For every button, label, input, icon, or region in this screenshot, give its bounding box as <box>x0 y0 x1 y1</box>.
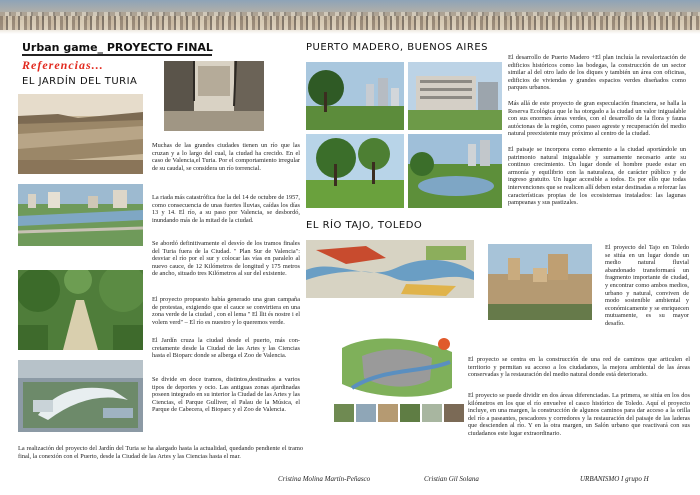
tajo-section-title: EL RÍO TAJO, TOLEDO <box>306 220 423 231</box>
madero-park-photo <box>306 62 404 130</box>
turia-river-bridge-photo <box>18 184 143 246</box>
turia-paragraph-3: Se abordó definitivamente el desvío de los tramos finales del Turia fuera de la Ciudad. " Plan Sur de Valencia": desviar el río por el sur y colocar las vías en paralelo al nuevo cauce, de 12 Kilómetros de longitud y 175 metros de ancho, situado tres Kilómetros al sur del existente. <box>152 240 300 278</box>
turia-paragraph-5: El Jardín cruza la ciudad desde el puerto, más concretamente desde la Ciudad de las Artes y las Ciencias hasta el Bioparc donde se alberga el Zoo de Valencia. <box>152 337 300 360</box>
turia-garden-path-photo <box>18 270 143 350</box>
tajo-paragraph-1: El proyecto del Tajo en Toledo se sitúa en un lugar donde un medio natural fluvial abandonado transformará un fragmento importante de ciudad, y encontrar como ambos medios, urbano y natural, conviven de modo sostenible ambiental y económicamente y se enriquecen mutuamente, es su mayor desafío. <box>605 244 689 327</box>
turia-paragraph-1: Muchas de las grandes ciudades tienen un río que las cruzan y a lo largo del cual, la ciudad ha crecido. En el caso de Valencia,el Turia. Por el comportamiento irregular de su caudal, se considera un río torrencial. <box>152 142 300 172</box>
madero-paragraph-3: El paisaje se incorpora como elemento a la ciudad aportándole un patrimonio natural inigualable y sumamente necesario ante su continuo crecimiento. Un lugar donde el hombre puede estar en armonía y equilibrio con la naturaleza, de carácter público y de ingreso gratuito. Un lugar accesible a todos. Es por ello que todas intervenciones que se realicen allí deben estar destinadas a reforzar las características propias de los ecosistemas instalados: las lagunas pampeanas y sus pastizales. <box>508 146 686 207</box>
tajo-plan-drawing <box>306 240 474 298</box>
tajo-paragraph-3: El proyecto se puede dividir en dos áreas diferenciadas. La primera, se sitúa en los dos kilómetros en los que el río envuelve el casco histórico de Toledo. Aquí el proyecto incluye, en una margen, la construcción de algunos caminos para dar acceso a la orilla del río a paseantes, pescadores y corredores y la restauración del paisaje de las laderas que descienden al río. Y en la otra margen, un Salón urbano que reactivará con sus ciudadanos este lugar extraordinario. <box>468 392 690 437</box>
tajo-masterplan-drawing <box>332 328 462 406</box>
author-1: Cristina Molina Martín-Peñasco <box>278 475 371 483</box>
references-subtitle: Referencias... <box>22 58 104 72</box>
turia-section-title: EL JARDÍN DEL TURIA <box>22 76 138 87</box>
turia-paragraph-2: La riada más catastrófica fue la del 14 de octubre de 1957, como consecuencia de unas fuertes lluvias, caídas los días 13 y 14. El río, a su paso por Valencia, se desbordó, inundando más de la mitad de la ciudad. <box>152 194 300 224</box>
madero-tree-lawn-photo <box>306 134 404 208</box>
city-of-arts-aerial-photo <box>18 360 143 432</box>
madero-section-title: PUERTO MADERO, BUENOS AIRES <box>306 42 488 53</box>
turia-paragraph-6: Se divide en doce tramos, distintos,destinados a varios tipos de deportes y ocio. Las antiguas zonas ajardinadas poseen integrado en su interior la Ciudad de las Artes y las Ciencias, el Parque Gulliver, el Palau de la Música, el Parque de Cabecera, el Bioparc y el Zoo de Valencia. <box>152 376 300 414</box>
page-title: Urban game_ PROYECTO FINAL <box>22 41 213 54</box>
turia-paragraph-4: El proyecto propuesto había generado una gran campaña de protestas, exigiendo que el cauce se convirtiera en una zona verde de la ciudad , con el lema " El llit és nostre i el volem verd" – El río es nuestro y lo queremos verde. <box>152 296 300 326</box>
skyline-banner <box>0 0 700 34</box>
madero-buildings-photo <box>408 62 502 130</box>
madero-paragraph-1: El desarrollo de Puerto Madero +El plan incluía la revalorización de edificios históricos como las bodegas, la construcción de un sector similar al del otro lado de los diques y también un área con oficinas, edificios de viviendas y grandes espacios verdes diseñados como parques urbanos. <box>508 54 686 92</box>
madero-paragraph-2: Más allá de este proyecto de gran especulación financiera, se halla la Reserva Ecológica que le ha otorgado a la ciudad un valor inigualable con sus enormes áreas verdes, con el desarrollo de la flora y fauna autóctonas de la región, como paseo agreste y recuperación del medio natural preexistente muy próximo al centro de la ciudad. <box>508 100 686 138</box>
course-label: URBANISMO I grupo H <box>580 475 649 483</box>
turia-street-flood-photo <box>164 61 264 131</box>
tajo-paragraph-2: El proyecto se centra en la construcción de una red de caminos que articulen el territorio y permitan su acceso a los ciudadanos, la mejora ambiental de las áreas conservadas y la restauración del medio natural donde está deteriorado. <box>468 356 690 379</box>
turia-flood-photo <box>18 94 143 174</box>
title-underline <box>22 54 212 56</box>
madero-pond-photo <box>408 134 502 208</box>
author-2: Cristian Gil Solana <box>424 475 479 483</box>
toledo-city-photo <box>488 244 592 320</box>
tajo-thumbnail-strip <box>334 404 464 422</box>
turia-paragraph-7: La realización del proyecto del Jardín del Turia se ha alargado hasta la actualidad, quedando pendiente el tramo final, la conexión con el Puerto, desde la Ciudad de las Artes y las Ciencias hasta el mar. <box>18 445 303 460</box>
